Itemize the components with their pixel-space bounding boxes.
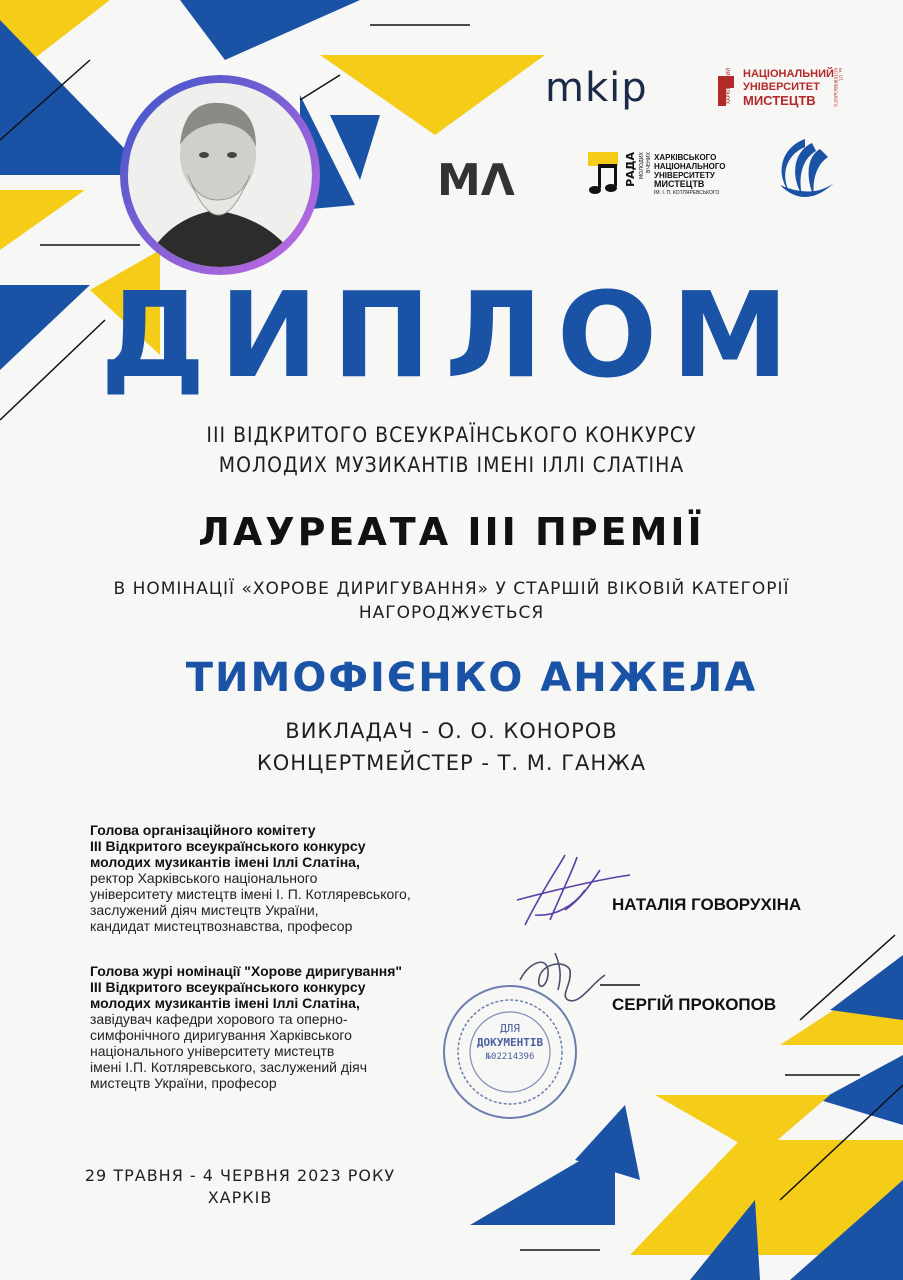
signatory-2-title: Голова журі номінації "Хорове диригування" III Відкритого всеукраїнського конкурсу молодих музикантів імені Іллі Слатіна, завідувач кафедри хорового та оперно- симфонічного диригування Харківського національного університету мистецтв імені І.П. Котляревського, заслужений діяч мистецтв України, професор [90,963,403,1091]
footer [60,1165,420,1209]
recipient-name: ТИМОФІЄНКО АНЖЕЛА [185,655,758,701]
blue-triangle [830,955,903,1020]
official-stamp: ДЛЯ ДОКУМЕНТІВ №02214396 [440,982,580,1122]
event-dates: 29 ТРАВНЯ - 4 ЧЕРВНЯ 2023 РОКУ [84,1166,396,1185]
blue-triangle [180,0,360,60]
music-note-icon [588,152,622,198]
university-logo: НАЦІОНАЛЬНИЙ УНІВЕРСИТЕТ МИСТЕЦТВ ХАРКІВСЬКИЙ ім. І.П. КОТЛЯРЕВСЬКОГО [715,68,845,113]
event-city: ХАРКІВ [207,1188,273,1207]
yellow-triangle [0,190,85,250]
accompanist: КОНЦЕРТМЕЙСТЕР - Т. М. ГАНЖА [256,751,647,775]
blue-triangle [820,1055,903,1125]
diploma-title: ДИПЛОМ [100,266,803,404]
nomination-text: В НОМІНАЦІЇ «ХОРОВЕ ДИРИГУВАННЯ» У СТАРШІЙ ВІКОВІЙ КАТЕГОРІЇ НАГОРОДЖУЄТЬСЯ [113,579,790,623]
competition-title: III ВІДКРИТОГО ВСЕУКРАЇНСЬКОГО КОНКУРСУ МОЛОДИХ МУЗИКАНТІВ ІМЕНІ ІЛЛІ СЛАТІНА [206,423,697,477]
signature-2 [510,945,610,1015]
roles [0,715,903,779]
signature-1 [505,845,635,935]
signatory-2-name: СЕРГІЙ ПРОКОПОВ [612,995,777,1014]
rada-logo: РАДА МОЛОДИХ ВЧЕНИХ ХАРКІВСЬКОГО НАЦІОНАЛЬНОГО УНІВЕРСИТЕТУ МИСТЕЦТВ ІМ. І. П. КОТЛЯРЕВСЬКОГО [588,150,718,202]
signatory-1-title: Голова організаційного комітету III Відкритого всеукраїнського конкурсу молодих музикантів імені Іллі Слатіна, ректор Харківського національного університету мистецтв імені І. П. Котляревського, заслужений діяч мистецтв України, кандидат мистецтвознавства, професор [90,822,411,934]
award-title: ЛАУРЕАТА III ПРЕМІЇ [198,510,705,554]
ma-logo: MΛ [437,155,515,206]
portrait [120,75,320,275]
blue-swirl-logo [772,135,838,205]
blue-triangle [470,1140,615,1225]
mkip-logo: mkip [545,65,648,111]
signatory-1-name: НАТАЛІЯ ГОВОРУХІНА [612,895,802,914]
teacher: ВИКЛАДАЧ - О. О. КОНОРОВ [285,719,618,743]
